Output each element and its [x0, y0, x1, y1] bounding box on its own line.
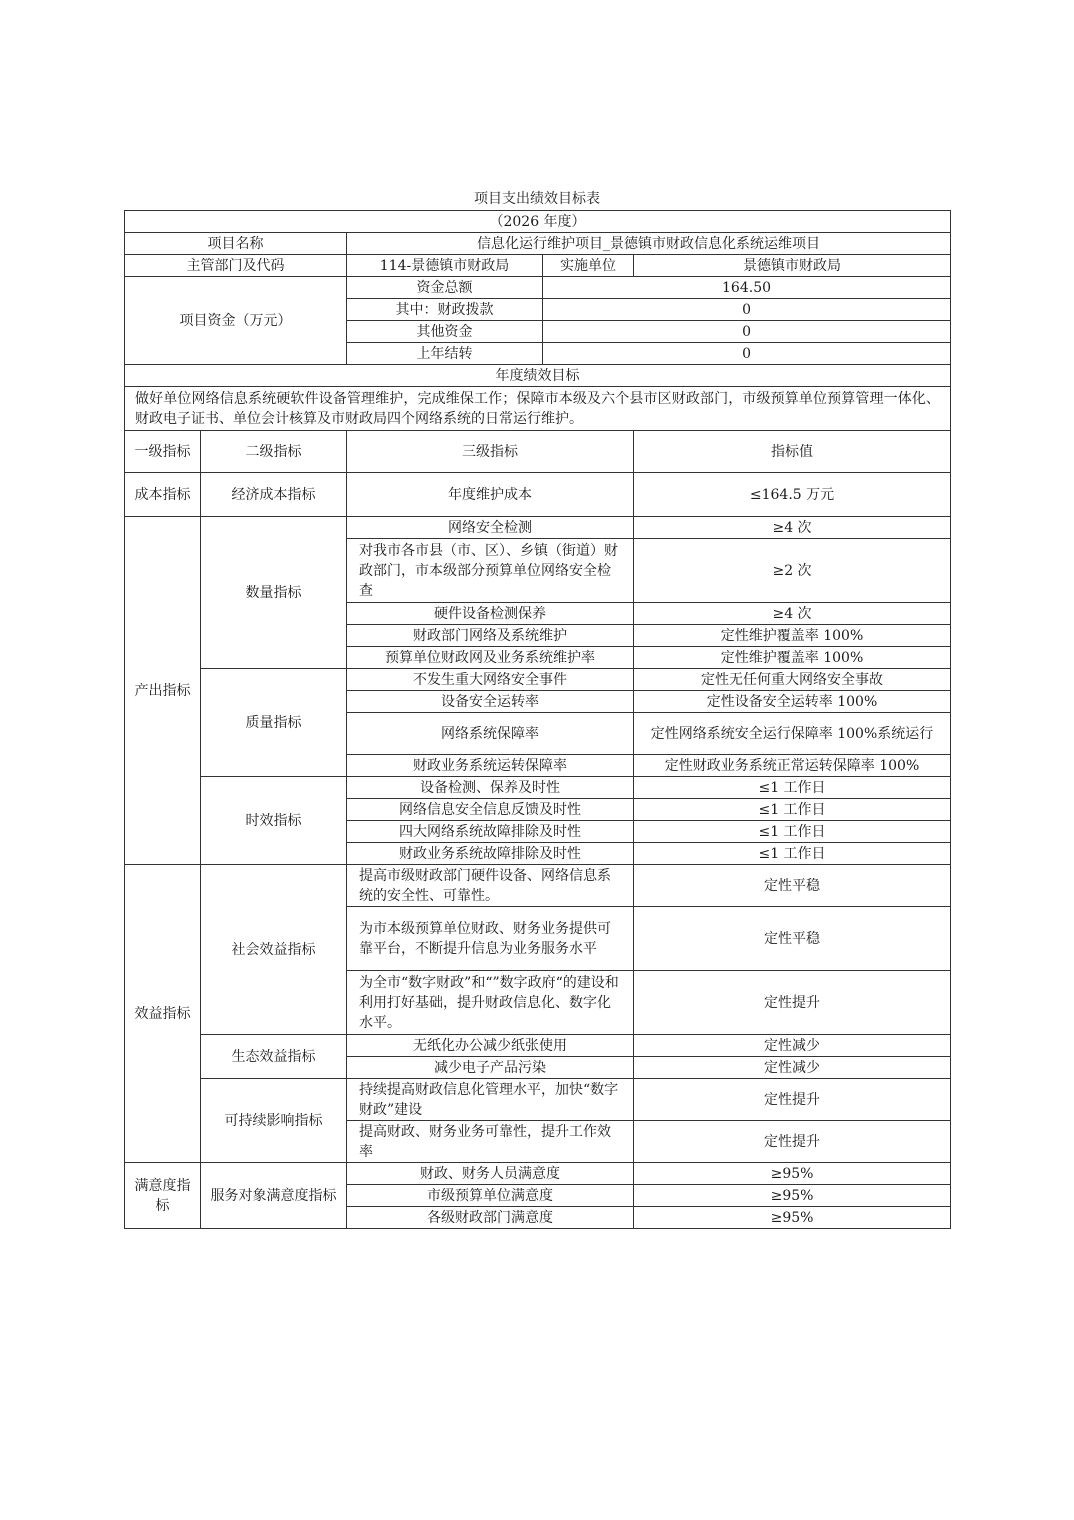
- performance-goal-table: [124, 210, 951, 1229]
- indicator-value: 定性提升: [634, 971, 951, 1035]
- funds-row-value: 0: [543, 343, 951, 365]
- indicator-value: 定性平稳: [634, 865, 951, 907]
- header-level2: 二级指标: [201, 431, 347, 473]
- indicator-name: 四大网络系统故障排除及时性: [347, 821, 634, 843]
- timeliness-level2: 时效指标: [201, 777, 347, 865]
- eco-level2: 生态效益指标: [201, 1035, 347, 1079]
- indicator-name: 设备检测、保养及时性: [347, 777, 634, 799]
- indicator-name: 不发生重大网络安全事件: [347, 669, 634, 691]
- indicator-name: 市级预算单位满意度: [347, 1185, 634, 1207]
- indicator-name: 财政业务系统故障排除及时性: [347, 843, 634, 865]
- indicator-name: 减少电子产品污染: [347, 1057, 634, 1079]
- indicator-name: 设备安全运转率: [347, 691, 634, 713]
- indicator-name: 各级财政部门满意度: [347, 1207, 634, 1229]
- impl-label: 实施单位: [543, 255, 634, 277]
- indicator-value: 定性维护覆盖率 100%: [634, 647, 951, 669]
- output-level1: 产出指标: [125, 517, 201, 865]
- indicator-name: 网络信息安全信息反馈及时性: [347, 799, 634, 821]
- indicator-name: 财政部门网络及系统维护: [347, 625, 634, 647]
- indicator-value: 定性无任何重大网络安全事故: [634, 669, 951, 691]
- indicator-value: ≥95%: [634, 1207, 951, 1229]
- satisfaction-level1: 满意度指标: [125, 1163, 201, 1229]
- indicator-name: 财政业务系统运转保障率: [347, 755, 634, 777]
- indicator-value: ≥95%: [634, 1163, 951, 1185]
- funds-row-value: 164.50: [543, 277, 951, 299]
- indicator-name: 硬件设备检测保养: [347, 603, 634, 625]
- funds-row-name: 其中：财政拨款: [347, 299, 543, 321]
- quality-level2: 质量指标: [201, 669, 347, 777]
- indicator-name: 提高财政、财务业务可靠性，提升工作效率: [347, 1121, 634, 1163]
- indicator-name: 提高市级财政部门硬件设备、网络信息系统的安全性、可靠性。: [347, 865, 634, 907]
- impl-value: 景德镇市财政局: [634, 255, 951, 277]
- indicator-value: 定性维护覆盖率 100%: [634, 625, 951, 647]
- indicator-name: 网络系统保障率: [347, 713, 634, 755]
- project-name-value: 信息化运行维护项目_景德镇市财政信息化系统运维项目: [347, 233, 951, 255]
- indicator-name: 预算单位财政网及业务系统维护率: [347, 647, 634, 669]
- indicator-value: 定性减少: [634, 1035, 951, 1057]
- indicator-value: ≥4 次: [634, 517, 951, 539]
- annual-goal-text: 做好单位网络信息系统硬软件设备管理维护，完成维保工作；保障市本级及六个县市区财政部门，市级预算单位预算管理一体化、财政电子证书、单位会计核算及市财政局四个网络系统的日常运行维护。: [125, 387, 951, 431]
- indicator-value: 定性减少: [634, 1057, 951, 1079]
- indicator-value: 定性财政业务系统正常运转保障率 100%: [634, 755, 951, 777]
- header-level3: 三级指标: [347, 431, 634, 473]
- funds-row-name: 资金总额: [347, 277, 543, 299]
- indicator-value: 定性平稳: [634, 907, 951, 971]
- indicator-name: 持续提高财政信息化管理水平，加快“数字财政”建设: [347, 1079, 634, 1121]
- indicator-name: 为市本级预算单位财政、财务业务提供可靠平台，不断提升信息为业务服务水平: [347, 907, 634, 971]
- header-value: 指标值: [634, 431, 951, 473]
- satisfaction-level2: 服务对象满意度指标: [201, 1163, 347, 1229]
- year-label: （2026 年度）: [125, 211, 951, 233]
- sustain-level2: 可持续影响指标: [201, 1079, 347, 1163]
- indicator-value: ≤1 工作日: [634, 777, 951, 799]
- dept-value: 114-景德镇市财政局: [347, 255, 543, 277]
- indicator-value: 定性提升: [634, 1079, 951, 1121]
- indicator-value: ≥95%: [634, 1185, 951, 1207]
- cost-value: ≤164.5 万元: [634, 473, 951, 517]
- cost-level3: 年度维护成本: [347, 473, 634, 517]
- indicator-name: 对我市各市县（市、区）、乡镇（街道）财政部门，市本级部分预算单位网络安全检查: [347, 539, 634, 603]
- indicator-value: ≤1 工作日: [634, 843, 951, 865]
- social-level2: 社会效益指标: [201, 865, 347, 1035]
- indicator-name: 为全市“数字财政”和“”数字政府“的建设和利用打好基础，提升财政信息化、数字化水平。: [347, 971, 634, 1035]
- header-level1: 一级指标: [125, 431, 201, 473]
- indicator-value: 定性网络系统安全运行保障率 100%系统运行: [634, 713, 951, 755]
- indicator-value: 定性设备安全运转率 100%: [634, 691, 951, 713]
- benefit-level1: 效益指标: [125, 865, 201, 1163]
- indicator-value: ≥4 次: [634, 603, 951, 625]
- funds-row-name: 上年结转: [347, 343, 543, 365]
- funds-label: 项目资金（万元）: [125, 277, 347, 365]
- dept-label: 主管部门及代码: [125, 255, 347, 277]
- indicator-name: 无纸化办公减少纸张使用: [347, 1035, 634, 1057]
- page-title: 项目支出绩效目标表: [474, 191, 600, 207]
- funds-row-value: 0: [543, 299, 951, 321]
- funds-row-value: 0: [543, 321, 951, 343]
- cost-level2: 经济成本指标: [201, 473, 347, 517]
- quantity-level2: 数量指标: [201, 517, 347, 669]
- indicator-name: 财政、财务人员满意度: [347, 1163, 634, 1185]
- indicator-name: 网络安全检测: [347, 517, 634, 539]
- project-name-label: 项目名称: [125, 233, 347, 255]
- cost-level1: 成本指标: [125, 473, 201, 517]
- annual-goal-label: 年度绩效目标: [125, 365, 951, 387]
- indicator-value: ≤1 工作日: [634, 799, 951, 821]
- indicator-value: ≥2 次: [634, 539, 951, 603]
- indicator-value: 定性提升: [634, 1121, 951, 1163]
- indicator-value: ≤1 工作日: [634, 821, 951, 843]
- funds-row-name: 其他资金: [347, 321, 543, 343]
